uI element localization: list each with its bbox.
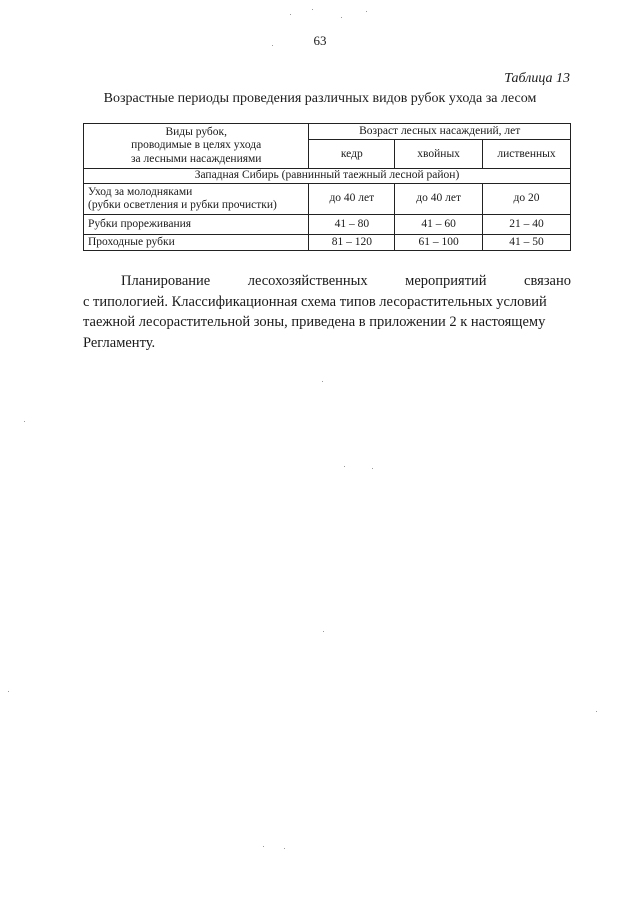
scan-speck: [344, 466, 345, 467]
cell-deciduous: 21 – 40: [483, 215, 571, 235]
row-cut-name: Рубки прореживания: [84, 215, 309, 235]
cell-coniferous: 61 – 100: [395, 235, 483, 251]
paragraph-line: таежной лесорастительной зоны, приведена в приложении 2 к настоящему: [83, 314, 546, 330]
scan-speck: [596, 711, 597, 712]
row-cut-name-line: (рубки осветления и рубки прочистки): [88, 199, 277, 211]
table-row: [84, 235, 571, 251]
scan-speck: [366, 11, 367, 12]
cell-cedar: 41 – 80: [309, 215, 395, 235]
scan-speck: [372, 468, 373, 469]
table-header-row: [84, 124, 571, 140]
cell-deciduous: до 20: [483, 184, 571, 215]
row-cut-name: Проходные рубки: [84, 235, 309, 251]
scan-speck: [323, 631, 324, 632]
header-species-coniferous: хвойных: [395, 140, 483, 169]
paragraph-line: с типологией. Классификационная схема типов лесорастительных условий: [83, 293, 547, 310]
header-cut-types-line: Виды рубок,: [165, 126, 227, 139]
scan-speck: [272, 45, 273, 46]
scan-speck: [263, 846, 264, 847]
header-cut-types-line: за лесными насаждениями: [130, 152, 262, 165]
header-cut-types: [84, 124, 309, 169]
cell-coniferous: 41 – 60: [395, 215, 483, 235]
cell-deciduous: 41 – 50: [483, 235, 571, 251]
cell-cedar: 81 – 120: [309, 235, 395, 251]
cell-coniferous: до 40 лет: [395, 184, 483, 215]
paragraph-line: Регламенту.: [83, 334, 156, 351]
header-species-deciduous: лиственных: [483, 140, 571, 169]
scan-speck: [284, 848, 285, 849]
scan-speck: [24, 421, 25, 422]
cell-cedar: до 40 лет: [309, 184, 395, 215]
header-species-cedar: кедр: [309, 140, 395, 169]
scan-speck: [322, 381, 323, 382]
paragraph-line: Планирование лесохозяйственных мероприятий связано: [121, 273, 571, 289]
row-cut-name: [84, 184, 309, 215]
region-label: Западная Сибирь (равнинный таежный лесной район): [84, 169, 571, 184]
cutting-periods-table: [83, 123, 571, 251]
scan-speck: [8, 691, 9, 692]
header-cut-types-line: проводимые в целях ухода: [131, 139, 262, 152]
body-paragraph: [83, 271, 571, 353]
row-cut-name-line: Уход за молодняками: [88, 185, 193, 198]
header-stand-age: Возраст лесных насаждений, лет: [309, 124, 571, 140]
table-row: [84, 215, 571, 235]
table-label: Таблица 13: [504, 71, 570, 86]
scan-speck: [290, 14, 291, 15]
scan-speck: [341, 17, 342, 18]
page-number: 63: [313, 33, 327, 48]
scan-speck: [312, 9, 313, 10]
table-region-row: [84, 169, 571, 184]
table-row: [84, 184, 571, 215]
table-title: Возрастные периоды проведения различных видов рубок ухода за лесом: [103, 91, 537, 106]
